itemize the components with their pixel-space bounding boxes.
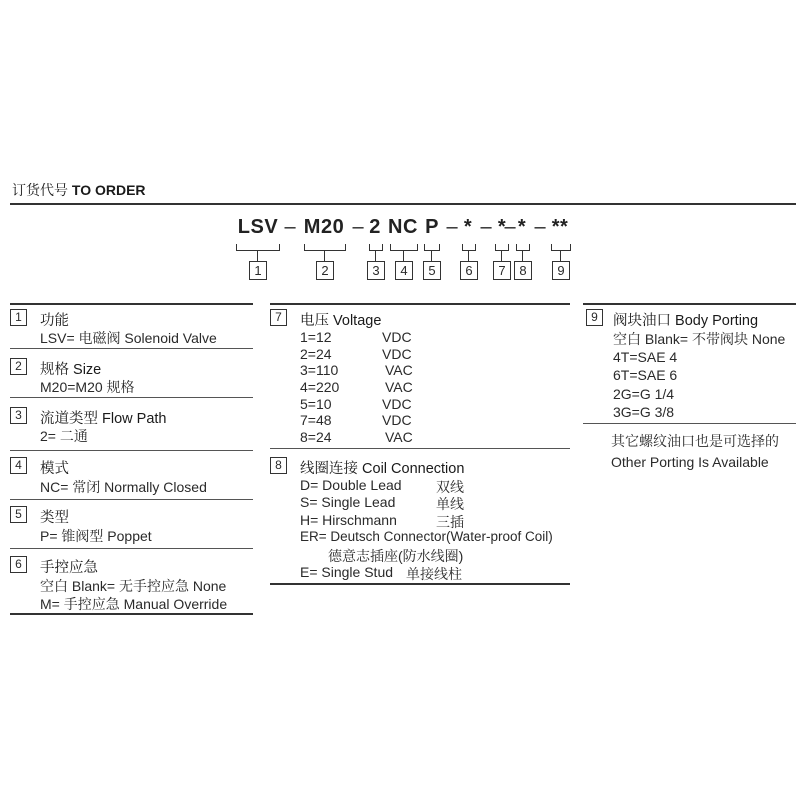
section-body-porting [583,309,796,469]
coil-option-cn: 单接线柱 [406,566,462,582]
code-stem [522,250,523,261]
section-title: 阀块油口 Body Porting [613,313,759,329]
section-rule [10,397,253,398]
section-size [10,358,253,405]
code-bracket [424,244,440,251]
coil-option-cn: 三插 [436,514,464,530]
coil-option-cn: 双线 [436,479,464,495]
code-part-flow: 2 [369,216,381,238]
section-title: 手控应急 [40,560,98,576]
section-type [10,506,253,553]
code-stem [375,250,376,261]
order-heading-en: TO ORDER [71,182,146,198]
section-title: 规格 Size [40,362,102,378]
code-bracket [495,244,509,251]
column-rule [583,303,796,305]
section-mode [10,457,253,504]
porting-note-en: Other Porting Is Available [611,454,769,470]
coil-option-en: ER= Deutsch Connector(Water-proof Coil) [300,529,553,544]
code-number-box: 9 [552,261,570,280]
code-stem [324,250,325,261]
coil-option-cn: 单线 [436,496,464,512]
voltage-code: 1=12 [300,329,332,345]
code-number-box: 6 [460,261,478,280]
section-rule [10,613,253,615]
option-line: 2= 二通 [40,428,88,444]
code-bracket [462,244,476,251]
section-title: 电压 Voltage [300,313,382,329]
option-line: LSV= 电磁阀 Solenoid Valve [40,330,217,346]
section-rule [270,583,570,585]
heading-rule [10,203,796,205]
code-part-porting: ** [551,216,569,238]
code-part-coil-a: * [497,216,507,238]
section-voltage [270,309,570,449]
code-stem [431,250,432,261]
option-line: M= 手控应急 Manual Override [40,596,228,612]
voltage-code: 2=24 [300,346,332,362]
option-line: 2G=G 1/4 [613,386,675,402]
code-number-box: 8 [514,261,532,280]
coil-option-en: E= Single Stud [300,564,394,580]
code-part-size: M20 [303,216,345,238]
section-title: 模式 [40,461,69,477]
coil-option-en: H= Hirschmann [300,512,397,528]
code-number-box: 3 [367,261,385,280]
code-number-box: 1 [249,261,267,280]
section-rule [10,548,253,549]
code-number-box: 4 [395,261,413,280]
code-separator: – [284,216,296,238]
section-rule [270,448,570,449]
section-number: 7 [270,309,287,326]
code-part-coil-b: * [517,216,527,238]
code-part-mode: NC [388,216,418,238]
code-separator: – [480,216,492,238]
column-rule [10,303,253,305]
code-separator: – [352,216,364,238]
option-line: 4T=SAE 4 [613,349,678,365]
voltage-unit: VDC [382,346,412,362]
section-title: 类型 [40,510,69,526]
code-bracket [390,244,418,251]
section-rule [10,499,253,500]
section-number: 1 [10,309,27,326]
coil-option-en: D= Double Lead [300,477,402,493]
section-number: 3 [10,407,27,424]
voltage-code: 3=110 [300,362,339,378]
code-part-voltage: * [463,216,473,238]
voltage-code: 8=24 [300,429,332,445]
section-rule [583,423,796,424]
voltage-unit: VAC [385,362,413,378]
section-number: 4 [10,457,27,474]
code-stem [468,250,469,261]
code-number-box: 2 [316,261,334,280]
code-stem [560,250,561,261]
code-separator: – [446,216,458,238]
section-rule [10,450,253,451]
section-title: 功能 [40,313,69,329]
code-bracket [551,244,571,251]
code-bracket [236,244,280,251]
section-number: 8 [270,457,287,474]
section-function [10,309,253,356]
voltage-code: 7=48 [300,412,332,428]
section-rule [10,348,253,349]
code-part-lsv: LSV [237,216,279,238]
section-flow-path [10,407,253,454]
section-number: 9 [586,309,603,326]
section-title: 流道类型 Flow Path [40,411,167,427]
code-stem [257,250,258,261]
code-bracket [304,244,346,251]
voltage-unit: VDC [382,396,412,412]
voltage-code: 5=10 [300,396,332,412]
code-stem [403,250,404,261]
section-coil-connection [270,457,570,587]
order-heading-cn: 订货代号 [12,182,68,198]
option-line: P= 锥阀型 Poppet [40,528,152,544]
order-heading [12,180,146,200]
code-stem [501,250,502,261]
code-bracket [369,244,383,251]
section-number: 6 [10,556,27,573]
code-separator: – [504,216,516,238]
option-line: 3G=G 3/8 [613,404,675,420]
code-bracket [516,244,530,251]
code-number-box: 7 [493,261,511,280]
code-number-box: 5 [423,261,441,280]
option-line: 空白 Blank= 无手控应急 None [40,578,227,594]
voltage-unit: VDC [382,412,412,428]
coil-option-en: S= Single Lead [300,494,396,510]
option-line: 空白 Blank= 不带阀块 None [613,331,786,347]
section-number: 5 [10,506,27,523]
option-line: 6T=SAE 6 [613,367,678,383]
coil-option-cn: 德意志插座(防水线圈) [328,548,464,564]
voltage-code: 4=220 [300,379,340,395]
option-line: M20=M20 规格 [40,379,135,395]
section-number: 2 [10,358,27,375]
code-separator: – [534,216,546,238]
option-line: NC= 常闭 Normally Closed [40,479,207,495]
voltage-unit: VAC [385,379,413,395]
column-rule [270,303,570,305]
porting-note-cn: 其它螺纹油口也是可选择的 [611,433,779,449]
voltage-unit: VDC [382,329,412,345]
section-manual-override [10,556,253,616]
voltage-unit: VAC [385,429,413,445]
code-part-type: P [425,216,439,238]
section-title: 线圈连接 Coil Connection [300,461,465,477]
